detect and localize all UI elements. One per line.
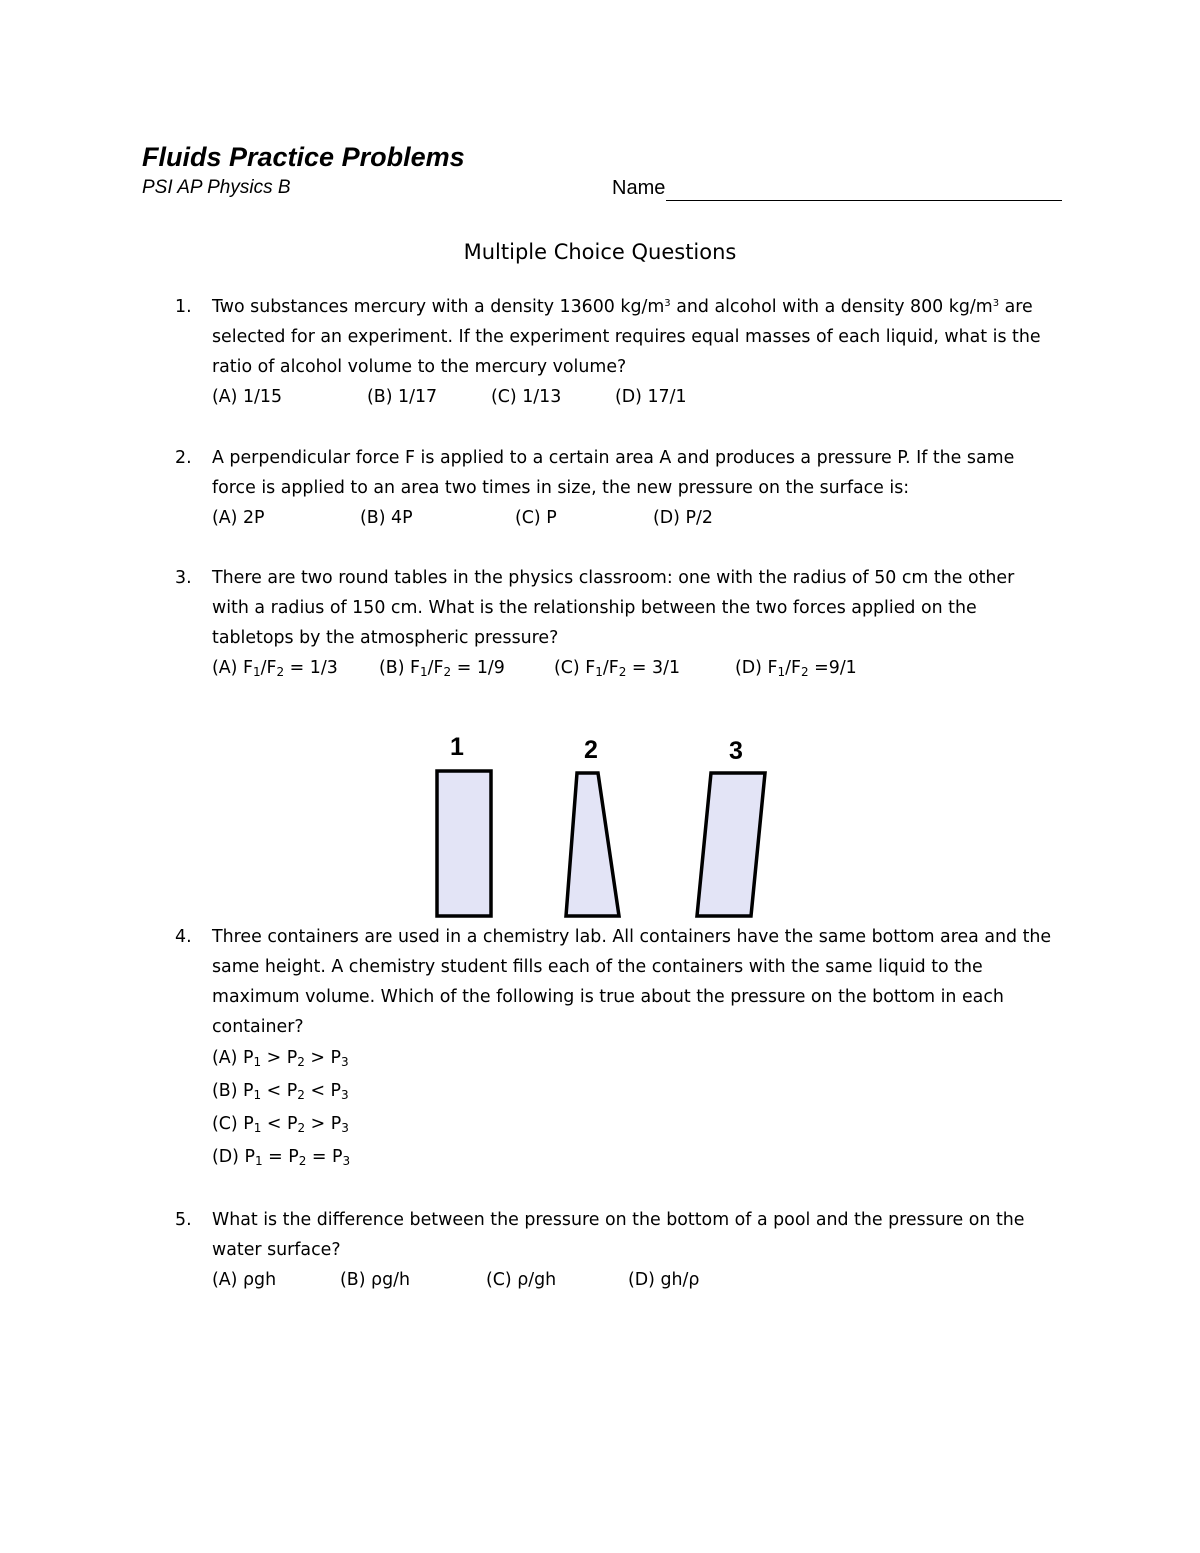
- question-line: water surface?: [212, 1240, 341, 1260]
- option-c: [554, 653, 680, 683]
- subscript: 2: [297, 1055, 305, 1069]
- text-run: (D) F: [735, 658, 778, 678]
- subscript: 3: [341, 1121, 349, 1135]
- subscript: 3: [342, 1154, 351, 1168]
- text-run: (C) F: [554, 658, 596, 678]
- text-run: and alcohol with a density 800 kg/m: [670, 297, 993, 317]
- question-line: There are two round tables in the physics classroom: one with the radius of 50 cm the other: [212, 568, 1015, 588]
- document-title: Fluids Practice Problems: [142, 142, 465, 172]
- containers-diagram: [420, 725, 800, 925]
- text-run: =9/1: [808, 658, 857, 678]
- option-d: (D) gh/ρ: [628, 1270, 700, 1290]
- subscript: 2: [298, 1154, 307, 1168]
- text-run: < P: [261, 1114, 298, 1134]
- subscript: 2: [276, 665, 285, 679]
- text-run: are: [999, 297, 1033, 317]
- option-c: (C) P: [515, 508, 557, 528]
- text-run: = 1/3: [284, 658, 338, 678]
- subscript: 1: [777, 665, 786, 679]
- question-2: [175, 443, 1055, 533]
- option-b: [212, 1075, 1055, 1108]
- question-line: selected for an experiment. If the experiment requires equal masses of each liquid, what is the: [212, 327, 1041, 347]
- option-d: [735, 653, 857, 683]
- answer-options: [212, 382, 1055, 412]
- container-1-label: 1: [450, 733, 464, 761]
- question-text: [212, 1205, 1055, 1265]
- answer-options: [212, 503, 1055, 533]
- question-line: container?: [212, 1017, 304, 1037]
- option-b: (B) 4P: [360, 508, 413, 528]
- superscript: 3: [992, 298, 1000, 309]
- container-3-label: 3: [729, 737, 743, 765]
- option-c: (C) 1/13: [491, 387, 562, 407]
- subscript: 1: [254, 1154, 263, 1168]
- option-a: (A) ρgh: [212, 1270, 277, 1290]
- subscript: 1: [253, 1088, 262, 1102]
- question-3: [175, 563, 1055, 683]
- container-2-label: 2: [584, 736, 598, 764]
- text-run: (A) F: [212, 658, 253, 678]
- question-5: [175, 1205, 1055, 1295]
- text-run: < P: [304, 1081, 342, 1101]
- question-4: [175, 922, 1055, 1174]
- name-blank-line: [666, 178, 1062, 201]
- subscript: 1: [420, 665, 428, 679]
- question-line: [212, 292, 1055, 322]
- subscript: 2: [297, 1088, 305, 1102]
- text-run: (A) P: [212, 1048, 254, 1068]
- option-c: (C) ρ/gh: [486, 1270, 557, 1290]
- text-run: = 1/9: [451, 658, 505, 678]
- container-2-shape: [566, 773, 619, 916]
- text-run: < P: [261, 1081, 298, 1101]
- text-run: > P: [305, 1114, 342, 1134]
- name-label: Name: [612, 177, 666, 199]
- name-field: [612, 175, 1062, 201]
- text-run: /F: [602, 658, 619, 678]
- option-d: (D) 17/1: [615, 387, 687, 407]
- superscript: 3: [664, 298, 671, 309]
- question-1: [175, 292, 1055, 412]
- question-line: Three containers are used in a chemistry lab. All containers have the same bottom area and the: [212, 927, 1052, 947]
- text-run: Two substances mercury with a density 13600 kg/m: [212, 297, 665, 317]
- text-run: (B) P: [212, 1081, 254, 1101]
- subscript: 1: [253, 1055, 262, 1069]
- subscript: 1: [253, 1121, 262, 1135]
- question-text: [212, 292, 1055, 382]
- question-number: 5.: [175, 1210, 192, 1230]
- text-run: > P: [304, 1048, 342, 1068]
- option-a: [212, 1042, 1055, 1075]
- option-a: (A) 2P: [212, 508, 265, 528]
- text-run: /F: [260, 658, 277, 678]
- question-number: 3.: [175, 568, 192, 588]
- subscript: 1: [253, 665, 261, 679]
- question-line: ratio of alcohol volume to the mercury volume?: [212, 357, 627, 377]
- subscript: 3: [341, 1055, 349, 1069]
- question-line: What is the difference between the pressure on the bottom of a pool and the pressure on the: [212, 1210, 1025, 1230]
- answer-options: [212, 1265, 1055, 1295]
- text-run: /F: [785, 658, 802, 678]
- container-1-shape: [437, 771, 491, 916]
- option-a: (A) 1/15: [212, 387, 283, 407]
- question-line: A perpendicular force F is applied to a certain area A and produces a pressure P. If the same: [212, 448, 1015, 468]
- question-line: force is applied to an area two times in size, the new pressure on the surface is:: [212, 478, 910, 498]
- containers-figure: [420, 725, 800, 925]
- subscript: 2: [297, 1121, 306, 1135]
- text-run: (B) F: [379, 658, 421, 678]
- question-line: same height. A chemistry student fills each of the containers with the same liquid to the: [212, 957, 983, 977]
- question-number: 1.: [175, 297, 192, 317]
- question-text: [212, 563, 1055, 653]
- option-d: [212, 1141, 1055, 1174]
- text-run: = P: [306, 1147, 343, 1167]
- text-run: (D) P: [212, 1147, 255, 1167]
- option-b: (B) ρg/h: [340, 1270, 410, 1290]
- text-run: = P: [262, 1147, 299, 1167]
- text-run: (C) P: [212, 1114, 254, 1134]
- subscript: 1: [595, 665, 603, 679]
- question-line: maximum volume. Which of the following is true about the pressure on the bottom in each: [212, 987, 1004, 1007]
- question-text: [212, 922, 1055, 1042]
- option-c: [212, 1108, 1055, 1141]
- subscript: 2: [618, 665, 627, 679]
- question-line: tabletops by the atmospheric pressure?: [212, 628, 559, 648]
- container-3-shape: [697, 773, 765, 916]
- question-number: 2.: [175, 448, 192, 468]
- option-d: (D) P/2: [653, 508, 713, 528]
- question-number: 4.: [175, 927, 192, 947]
- subscript: 2: [443, 665, 452, 679]
- section-heading: Multiple Choice Questions: [463, 240, 737, 264]
- text-run: > P: [261, 1048, 298, 1068]
- text-run: = 3/1: [626, 658, 681, 678]
- question-line: with a radius of 150 cm. What is the relationship between the two forces applied on the: [212, 598, 977, 618]
- question-text: [212, 443, 1055, 503]
- option-b: (B) 1/17: [367, 387, 438, 407]
- course-name: PSI AP Physics B: [142, 177, 291, 198]
- answer-options: [212, 653, 1055, 683]
- option-b: [379, 653, 505, 683]
- text-run: /F: [427, 658, 444, 678]
- subscript: 2: [801, 665, 809, 679]
- option-a: [212, 653, 338, 683]
- subscript: 3: [341, 1088, 349, 1102]
